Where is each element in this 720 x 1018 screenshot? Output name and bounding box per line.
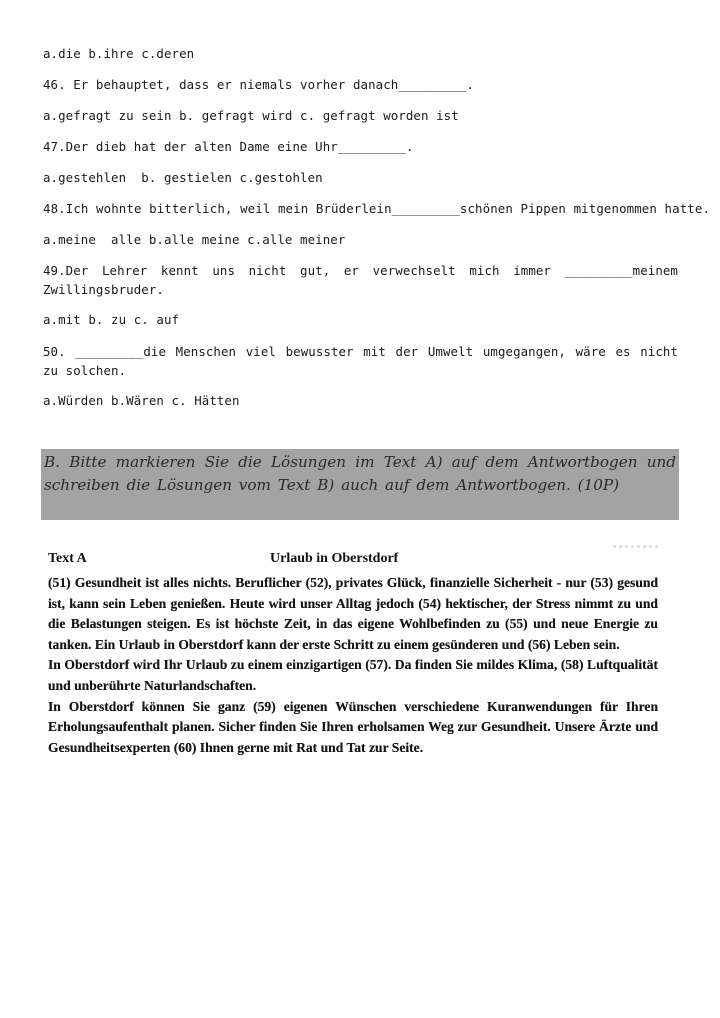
- text-a-paragraph-1: (51) Gesundheit ist alles nichts. Beruflicher (52), privates Glück, finanzielle Sicherheit - nur (53) gesund ist, kann sein Leben genießen. Heute wird unser Alltag jedoch (54) hektischer, der Stress nimmt zu und die Belastungen steigen. Es ist höchste Zeit, in das eigene Wohlbefinden zu (55) und neue Energie zu tanken. Ein Urlaub in Oberstdorf kann der erste Schritt zu einem gesünderen und (56) Leben sein.: [48, 575, 658, 652]
- q46-question: 46. Er behauptet, dass er niemals vorher danach_________.: [43, 77, 474, 92]
- q49-question: 49.Der Lehrer kennt uns nicht gut, er verwechselt mich immer _________meinem Zwillingsbruder.: [43, 263, 678, 297]
- q45-options: a.die b.ihre c.deren: [43, 46, 195, 61]
- text-a-paragraph-3: In Oberstdorf können Sie ganz (59) eigenen Wünschen verschiedene Kuranwendungen für Ihren Erholungsaufenthalt planen. Sicher finden Sie Ihren erholsamen Weg zur Gesundheit. Unsere Ärzte und Gesundheitsexperten (60) Ihnen gerne mit Rat und Tat zur Seite.: [48, 698, 658, 755]
- text-a-paragraph-2: In Oberstdorf wird Ihr Urlaub zu einem einzigartigen (57). Da finden Sie mildes Klima, (58) Luftqualität und unberührte Naturlandschaften.: [48, 657, 658, 693]
- text-a-body: [48, 573, 658, 758]
- text-a-header: [48, 551, 678, 571]
- section-b-banner: [41, 449, 679, 520]
- scan-artifact: [613, 545, 659, 548]
- text-a-scan: [41, 543, 681, 773]
- q49-options: a.mit b. zu c. auf: [43, 312, 180, 327]
- text-a-label: Text A: [48, 551, 87, 566]
- q48-question: 48.Ich wohnte bitterlich, weil mein Brüderlein_________schönen Pippen mitgenommen hatte.: [43, 201, 711, 216]
- q47-options: a.gestehlen b. gestielen c.gestohlen: [43, 170, 323, 185]
- q48-options: a.meine alle b.alle meine c.alle meiner: [43, 232, 346, 247]
- q50-question: 50. _________die Menschen viel bewusster mit der Umwelt umgegangen, wäre es nicht zu solchen.: [43, 344, 678, 378]
- text-a-title: Urlaub in Oberstdorf: [270, 551, 399, 566]
- q47-question: 47.Der dieb hat der alten Dame eine Uhr_________.: [43, 139, 414, 154]
- section-b-instruction: B. Bitte markieren Sie die Lösungen im Text A) auf dem Antwortbogen und schreiben die Lösungen vom Text B) auch auf dem Antwortbogen. (10P): [44, 453, 676, 494]
- q50-options: a.Würden b.Wären c. Hätten: [43, 393, 240, 408]
- q46-options: a.gefragt zu sein b. gefragt wird c. gefragt worden ist: [43, 108, 459, 123]
